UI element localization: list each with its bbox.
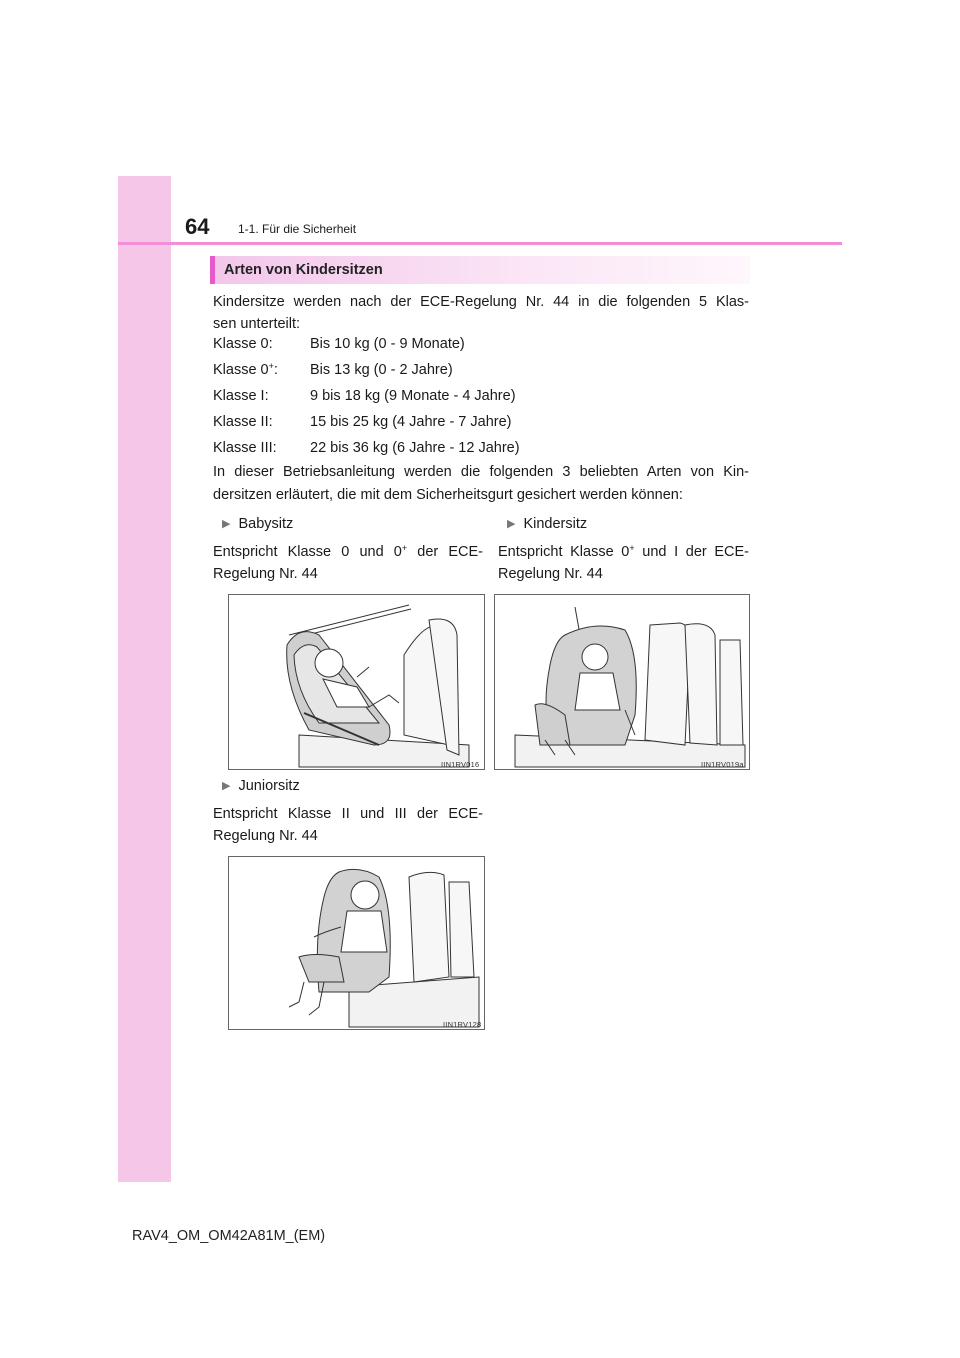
juniorsitz-desc-line-2: Regelung Nr. 44 [213, 828, 318, 844]
triangle-bullet-icon: ▶ [222, 780, 231, 792]
figure-code: IIN1RV128 [443, 1020, 482, 1029]
kindersitz-drawing [495, 595, 749, 769]
kindersitz-desc-a: Entspricht Klasse 0 [498, 544, 630, 560]
class-0plus-label-suffix: : [273, 362, 278, 378]
juniorsitz-drawing [229, 857, 484, 1029]
babysitz-desc-line-2: Regelung Nr. 44 [213, 566, 318, 582]
kindersitz-desc-line-1 [498, 541, 749, 563]
class-0-label: Klasse 0: [213, 336, 273, 352]
class-iii-value: 22 bis 36 kg (6 Jahre - 12 Jahre) [310, 440, 520, 456]
class-i-label: Klasse I: [213, 388, 269, 404]
intro-line-2: sen unterteilt: [213, 316, 301, 332]
header-divider [118, 242, 842, 245]
class-0plus-label-base: Klasse 0 [213, 362, 269, 378]
section-heading [210, 256, 750, 284]
class-0plus-label [213, 362, 278, 378]
babysitz-heading [222, 516, 293, 532]
kindersitz-desc-b: und I der ECE- [634, 544, 749, 560]
babysitz-illustration [228, 594, 485, 770]
juniorsitz-heading [222, 778, 300, 794]
explain-line-1: In dieser Betriebsanleitung werden die folgenden 3 beliebten Arten von Kin- [213, 464, 749, 480]
kindersitz-name: Kindersitz [523, 516, 588, 532]
juniorsitz-name: Juniorsitz [238, 778, 300, 794]
section-title: Arten von Kindersitzen [224, 262, 383, 278]
page-number: 64 [185, 214, 210, 239]
juniorsitz-desc-line-1: Entspricht Klasse II und III der ECE- [213, 806, 483, 822]
babysitz-drawing [229, 595, 484, 769]
figure-code: IIN1RV016 [441, 760, 480, 769]
intro-line-1: Kindersitze werden nach der ECE-Regelung Nr. 44 in die folgenden 5 Klas- [213, 294, 749, 310]
babysitz-desc-b: der ECE- [407, 544, 483, 560]
kindersitz-desc-sup: + [629, 543, 635, 553]
sidebar-tab [118, 176, 171, 1182]
figure-code: IIN1RV019a [701, 760, 744, 769]
class-0-value: Bis 10 kg (0 - 9 Monate) [310, 336, 465, 352]
class-0plus-label-sup: + [268, 361, 274, 371]
babysitz-desc-sup: + [401, 543, 408, 553]
class-i-value: 9 bis 18 kg (9 Monate - 4 Jahre) [310, 388, 516, 404]
babysitz-desc-a: Entspricht Klasse 0 und 0 [213, 544, 402, 560]
explain-line-2: dersitzen erläutert, die mit dem Sicherheitsgurt gesichert werden können: [213, 487, 683, 503]
babysitz-name: Babysitz [238, 516, 294, 532]
triangle-bullet-icon: ▶ [507, 518, 516, 530]
chapter-title: 1-1. Für die Sicherheit [238, 222, 357, 236]
class-iii-label: Klasse III: [213, 440, 277, 456]
class-ii-value: 15 bis 25 kg (4 Jahre - 7 Jahre) [310, 414, 512, 430]
document-code: RAV4_OM_OM42A81M_(EM) [132, 1228, 326, 1244]
kindersitz-illustration [494, 594, 750, 770]
class-ii-label: Klasse II: [213, 414, 273, 430]
kindersitz-desc-line-2: Regelung Nr. 44 [498, 566, 603, 582]
class-0plus-value: Bis 13 kg (0 - 2 Jahre) [310, 362, 453, 378]
kindersitz-heading [507, 516, 587, 532]
triangle-bullet-icon: ▶ [222, 518, 231, 530]
juniorsitz-illustration [228, 856, 485, 1030]
babysitz-desc-line-1 [213, 541, 483, 563]
section-marker [210, 256, 215, 284]
